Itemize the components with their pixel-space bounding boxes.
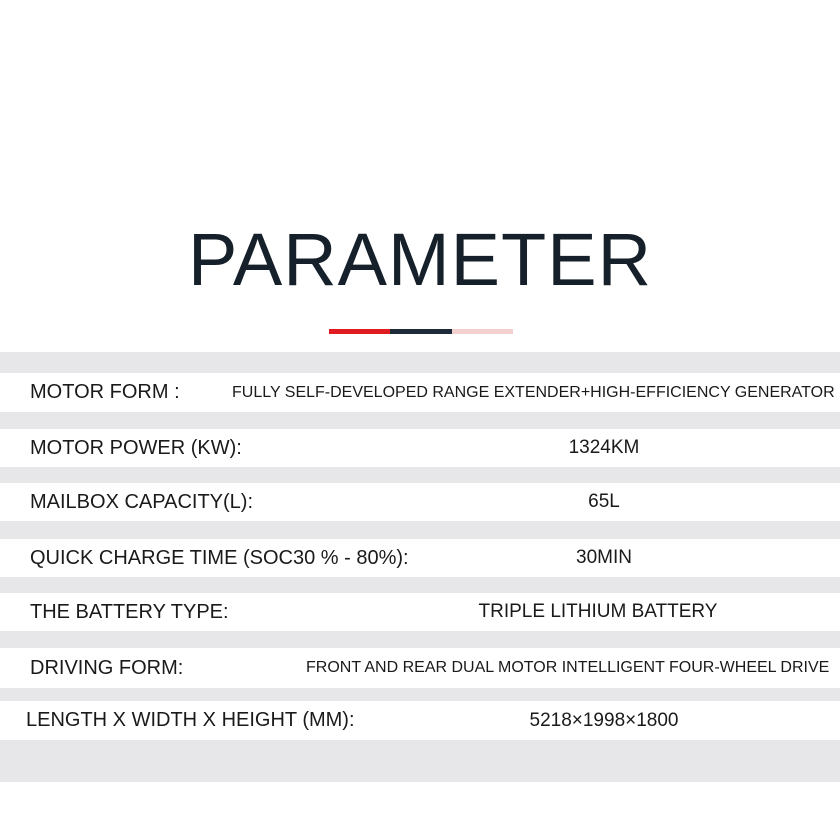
table-row [0,648,840,688]
accent-navy [390,329,451,334]
table-row [0,483,840,521]
row-label: MOTOR POWER (KW): [30,436,242,459]
table-row [0,429,840,467]
row-value: TRIPLE LITHIUM BATTERY [478,601,718,622]
page-title: PARAMETER [187,218,653,301]
row-label: LENGTH X WIDTH X HEIGHT (MM): [26,709,355,731]
row-label: MAILBOX CAPACITY(L): [30,490,254,513]
accent-pink [452,329,513,334]
row-label: MOTOR FORM : [30,381,180,403]
row-value: 1324KM [568,437,640,458]
accent-red [329,329,390,334]
row-value: FRONT AND REAR DUAL MOTOR INTELLIGENT FOUR-WHEEL DRIVE [306,659,830,676]
title-accent-bar [329,329,513,334]
row-value: FULLY SELF-DEVELOPED RANGE EXTENDER+HIGH-EFFICIENCY GENERATOR [232,383,835,401]
table-row [0,373,840,412]
table-row [0,701,840,740]
row-label: THE BATTERY TYPE: [30,600,229,623]
row-label: DRIVING FORM: [30,656,184,679]
row-value: 30MIN [576,547,632,568]
table-row [0,539,840,577]
row-value: 5218×1998×1800 [529,709,679,731]
row-value: 65L [588,491,620,512]
table-row [0,593,840,631]
row-label: QUICK CHARGE TIME (SOC30 % - 80%): [30,546,409,569]
